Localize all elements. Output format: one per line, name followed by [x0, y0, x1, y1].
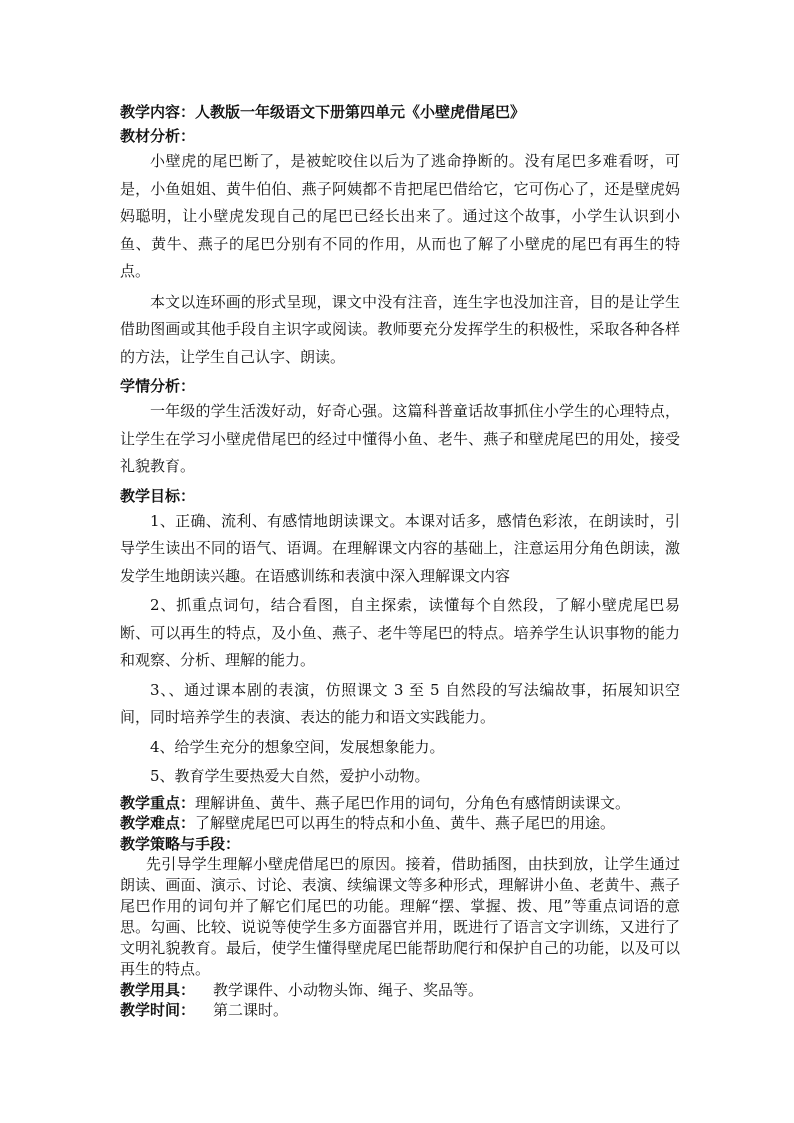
lesson-plan-document [120, 100, 680, 1021]
material-analysis-heading: 教材分析： [120, 127, 196, 145]
material-analysis-paragraph-1: 小壁虎的尾巴断了，是被蛇咬住以后为了逃命挣断的。没有尾巴多难看呀，可是，小鱼姐姐、黄牛伯伯、燕子阿姨都不肯把尾巴借给它，它可伤心了，还是壁虎妈妈聪明，让小壁虎发现自己的尾巴已经长出来了。通过这个故事，小学生认识到小鱼、黄牛、燕子的尾巴分别有不同的作用，从而也了解了小壁虎的尾巴有再生的特点。 [120, 152, 680, 280]
time-text: 第二课时。 [213, 1001, 289, 1019]
teaching-goal-3: 3、、通过课本剧的表演，仿照课文 3 至 5 自然段的写法编故事，拓展知识空间，同时培养学生的表演、表达的能力和语文实践能力。 [120, 680, 680, 726]
tools-label: 教学用具： [120, 980, 196, 999]
strategy-paragraph: 先引导学生理解小壁虎借尾巴的原因。接着，借助插图，由扶到放，让学生通过朗读、画面、演示、讨论、表演、续编课文等多种形式，理解讲小鱼、老黄牛、燕子尾巴作用的词句并了解它们尾巴的功能。理解“摆、掌握、拨、甩”等重点词语的意思。勾画、比较、说说等使学生多方面器官并用，既进行了语言文字训练，又进行了文明礼貌教育。最后，使学生懂得壁虎尾巴能帮助爬行和保护自己的功能，以及可以再生的特点。 [120, 854, 680, 978]
teaching-goal-1: 1、正确、流利、有感情地朗读课文。本课对话多，感情色彩浓，在朗读时，引导学生读出不同的语气、语调。在理解课文内容的基础上，注意运用分角色朗读，激发学生地朗读兴趣。在语感训练和表演中深入理解课文内容 [120, 511, 680, 585]
strategy-heading: 教学策略与手段： [120, 834, 241, 853]
time-label: 教学时间： [120, 1001, 196, 1019]
tools-row [120, 980, 680, 1001]
teaching-goals-heading: 教学目标： [120, 486, 196, 505]
learner-analysis-heading: 学情分析： [120, 377, 196, 395]
difficulties-row [120, 813, 680, 834]
difficulties-text: 了解壁虎尾巴可以再生的特点和小鱼、黄牛、燕子尾巴的用途。 [195, 814, 616, 832]
key-points-label: 教学重点： [120, 793, 196, 812]
key-points-text: 理解讲鱼、黄牛、燕子尾巴作用的词句，分角色有感情朗读课文。 [195, 793, 631, 812]
teaching-goal-5: 5、教育学生要热爱大自然，爱护小动物。 [150, 767, 430, 785]
teaching-goal-4: 4、给学生充分的想象空间，发展想象能力。 [150, 737, 445, 756]
learner-analysis-paragraph: 一年级的学生活泼好动，好奇心强。这篇科普童话故事抓住小学生的心理特点，让学生在学习小壁虎借尾巴的经过中懂得小鱼、老牛、燕子和壁虎尾巴的用处，接受礼貌教育。 [120, 402, 680, 475]
key-points-row [120, 793, 680, 814]
document-title: 教学内容：人教版一年级语文下册第四单元《小壁虎借尾巴》 [120, 103, 526, 121]
teaching-goal-2: 2、抓重点词句，结合看图，自主探索，读懂每个自然段，了解小壁虎尾巴易断、可以再生的特点，及小鱼、燕子、老牛等尾巴的特点。培养学生认识事物的能力和观察、分析、理解的能力。 [120, 596, 680, 669]
tools-text: 教学课件、小动物头饰、绳子、奖品等。 [213, 980, 484, 999]
material-analysis-paragraph-2: 本文以连环画的形式呈现，课文中没有注音，连生字也没加注音，目的是让学生借助图画或其他手段自主识字或阅读。教师要充分发挥学生的积极性，采取各种各样的方法，让学生自己认字、朗读。 [120, 292, 680, 366]
time-row [120, 1000, 680, 1021]
difficulties-label: 教学难点： [120, 814, 196, 832]
